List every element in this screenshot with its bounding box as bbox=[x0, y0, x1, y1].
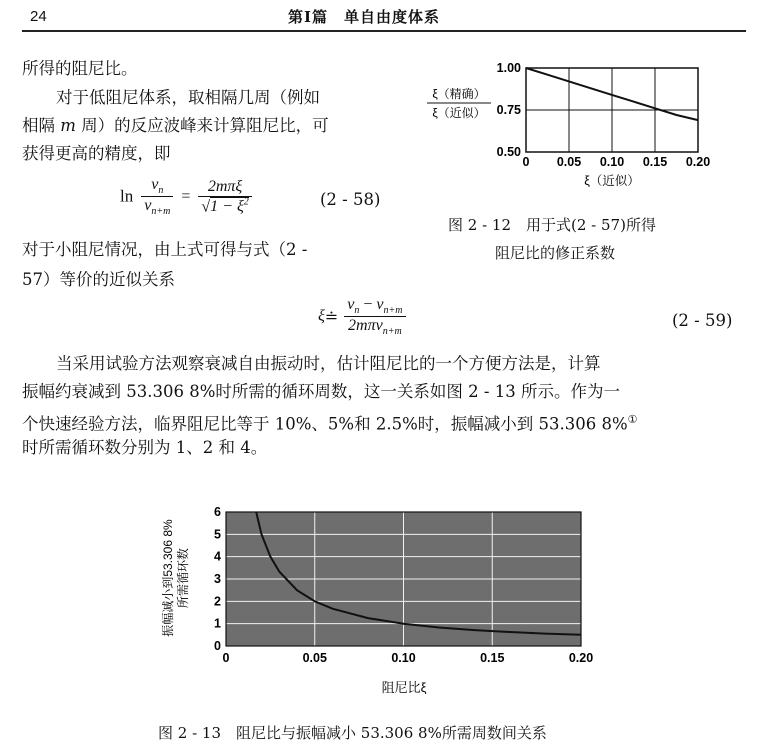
y-tick-label: 2 bbox=[214, 594, 221, 609]
x-tick-label: 0.15 bbox=[480, 651, 505, 665]
subscript: n+m bbox=[383, 305, 403, 317]
x-tick-label: 0 bbox=[522, 155, 530, 169]
text-para3-line2: 57）等价的近似关系 bbox=[22, 270, 175, 289]
sqrt-symbol: √ bbox=[201, 197, 211, 215]
figure-2-12-caption-line2: 阻尼比的修正系数 bbox=[495, 244, 616, 262]
math-denominator: 2mπv bbox=[348, 317, 383, 335]
text-para4-line2: 振幅约衰减到 53.306 8%时所需的循环周数，这一关系如图 2 - 13 所示。作为一 bbox=[22, 382, 620, 401]
y-axis-label-line2: 所需循环数 bbox=[176, 547, 190, 609]
header-rule bbox=[22, 30, 746, 32]
subscript: n+m bbox=[151, 206, 171, 218]
text-fragment: 个快速经验方法，临界阻尼比等于 10%、5%和 2.5%时，振幅减小到 53.306 8% bbox=[22, 414, 628, 434]
x-tick-label: 0.15 bbox=[642, 155, 668, 169]
figure-2-12-chart bbox=[410, 55, 740, 205]
equation-2-58 bbox=[120, 176, 252, 217]
subscript: n+m bbox=[382, 326, 402, 338]
y-axis-label-denominator: ξ（近似） bbox=[432, 106, 486, 120]
x-tick-label: 0.05 bbox=[556, 155, 582, 169]
text-para2-line3: 获得更高的精度，即 bbox=[22, 144, 171, 163]
y-tick-label: 0 bbox=[214, 639, 221, 653]
fraction-lhs bbox=[141, 176, 173, 217]
grid bbox=[526, 68, 698, 152]
fraction-rhs bbox=[198, 178, 251, 216]
equation-label-2-58: (2 - 58) bbox=[320, 190, 381, 209]
subscript: n bbox=[158, 185, 164, 197]
text-para4-line1: 当采用试验方法观察衰减自由振动时，估计阻尼比的一个方便方法是，计算 bbox=[56, 354, 601, 373]
text-para2-line1: 对于低阻尼体系，取相隔几周（例如 bbox=[56, 88, 320, 107]
equation-2-59 bbox=[318, 296, 406, 337]
x-tick-label: 0.20 bbox=[685, 155, 711, 169]
figure-2-12-caption-line1: 图 2 - 12 用于式(2 - 57)所得 bbox=[448, 216, 656, 234]
y-tick-label: 4 bbox=[214, 549, 221, 564]
x-tick-label: 0.10 bbox=[391, 651, 416, 665]
figure-2-13-chart bbox=[150, 492, 610, 712]
superscript: 2 bbox=[243, 196, 249, 208]
x-axis-label: 阻尼比ξ bbox=[381, 680, 427, 695]
y-tick-label: 3 bbox=[214, 572, 221, 586]
subscript: n bbox=[354, 305, 360, 317]
y-tick-label: 1.00 bbox=[496, 61, 521, 75]
y-axis-label-line1: 振幅减小到53.306 8% bbox=[161, 519, 175, 637]
x-axis-label: ξ（近似） bbox=[584, 174, 640, 188]
approx-equal-sign: ≐ bbox=[324, 308, 339, 326]
equation-label-2-59: (2 - 59) bbox=[672, 311, 733, 330]
y-tick-label: 5 bbox=[214, 527, 221, 542]
y-tick-label: 6 bbox=[214, 505, 221, 519]
math-numerator: 2mπξ bbox=[207, 177, 243, 195]
text-fragment: 相隔 bbox=[22, 116, 61, 135]
sqrt-radicand bbox=[210, 197, 249, 215]
page-number: 24 bbox=[30, 8, 47, 25]
minus-sign: − bbox=[359, 296, 377, 313]
x-tick-label: 0.10 bbox=[599, 155, 625, 169]
y-tick-label: 0.75 bbox=[496, 103, 521, 117]
math-variable: m bbox=[60, 116, 76, 135]
x-tick-label: 0.20 bbox=[568, 651, 594, 665]
x-tick-label: 0 bbox=[222, 651, 230, 665]
y-tick-label: 1 bbox=[214, 616, 221, 631]
math-variable: v bbox=[347, 296, 355, 313]
math-variable: v bbox=[144, 197, 152, 215]
y-axis-label-numerator: ξ（精确） bbox=[432, 87, 486, 101]
text-para4-line4: 时所需循环数分别为 1、2 和 4。 bbox=[22, 438, 268, 457]
radicand-text: 1 − ξ bbox=[210, 197, 244, 215]
fraction bbox=[344, 296, 405, 337]
text-para3-line1: 对于小阻尼情况，由上式可得与式（2 - bbox=[22, 240, 308, 259]
math-variable: v bbox=[151, 176, 159, 193]
math-variable: ξ bbox=[318, 307, 325, 325]
equals-sign: = bbox=[181, 187, 191, 205]
text-line-1: 所得的阻尼比。 bbox=[22, 59, 138, 78]
footnote-mark: ① bbox=[627, 413, 638, 426]
text-para2-line2 bbox=[22, 112, 329, 140]
text-fragment: 周）的反应波峰来计算阻尼比，可 bbox=[75, 116, 329, 135]
figure-2-13-caption: 图 2 - 13 阻尼比与振幅减小 53.306 8%所需周数间关系 bbox=[158, 724, 547, 742]
x-tick-label: 0.05 bbox=[302, 651, 327, 665]
chapter-title: 第Ⅰ篇 单自由度体系 bbox=[288, 8, 441, 26]
y-tick-label: 0.50 bbox=[496, 145, 521, 159]
math-variable: v bbox=[376, 296, 384, 313]
ln-symbol: ln bbox=[120, 186, 134, 206]
